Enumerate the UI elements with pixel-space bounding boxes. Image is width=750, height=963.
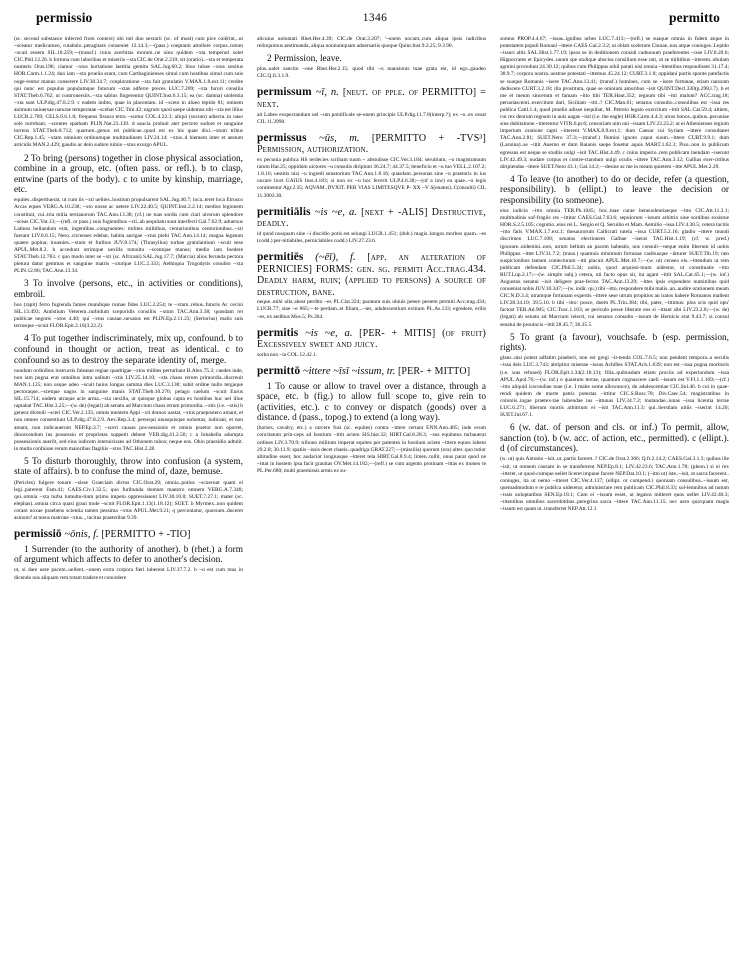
sense-definition: 4 To put together indiscriminately, mix up, confound. b to confound in thought or action, treat as identical. c to confound so as to destroy the separate identity of, merge. [14,334,243,366]
column-3 [500,36,729,954]
citation-block: ut, si dare uere pacem..uellent..~onem extra corpora fieri iuberent LIV.37.7.2. b ~o est cum mus in dicendo nos aliquam rem totam tradere et concedere [14,567,243,581]
citation-block: (Pericles) fulgere tonare ~sisse Graeciam dictus CIC.Orat.29; omnia..potius ~scuerunt quam ei legi..parerent Fam.41; CAES.Civ.1.32.5; quo furibunda domum maestro omnem VERG.A.7.348; qui..omnia ~xta turba tumultu‐tium primo impetu oppressissent LIV.30.10.8; SUET.7.27.1; mater (sc. elephas)..omnia circa quasi graui mole ~scuit FLOR.Epit.1.13(1.18.12); SUET. b Myrmex..non quidem coram noxae praebens scientia tamen pessima ~xtus APUL.Met.9.21; q percontatur, quorsum..duceret asinum? at meus matrone ~xtus.., tacitus praeteribat 9.39. [14,479,243,522]
headword-inflection: (~ēī), f. [315,251,356,263]
headword-inflection: ~ōnis, f. [64,529,99,541]
citation-block: (w. ut) quis Antonio ~isit..ut..partis faceret..? CIC.de Orat.2.366; Q.fr.2.14.2; CAES.Gal.3.1.3; quibus ille ~isit, ut omnem causam in se transferrent NEP.Ep.8.1; LIV.42.23.6; TAC.Ann.1.78; (pleon.) si ei rex ~itteret, ut quod‐cumque uellet liceret impune facere NEP.Dat.10.1; (~itto ut) iste..~isit, ut sacra facerent.. coniuges, ita ut nemo ~itteret CIC.Ver.4.137; (ellipt. or compend.) quoniam consulibus..~issum est, quemadmodum e re publica uideretur, administrare rem publicam CIC.Phil.8.33; sol‐lemnibus ad nutum ~issis uoluptatibus SEN.Ep.18.1; Cum ei ~issum esset, ut legatos mitteret quos uellet LIV.42.40.3; ~ittentibus omnibus sacerdotibus..peregrina sacra ~ittere TAC.Ann.11.15; nec uero quicquam magis ~issum est quam ut..transferret NEP.Att.12.1 [500,456,729,513]
headword-entry [257,252,486,298]
headword-entry [257,133,486,156]
headword-entry [14,529,243,541]
citation-block: alicuius uoluntati Rhet.Her.4.39; CIC.de Orat.3.207; '~onem uocant..cum aliqua ipsis iudicibus relinquimus aestimanda, aliqua nonnumquam aduersariis quoque Quint.Inst.9.2.25; 9.3.90. [257,36,486,50]
headword-etymology: [next + -ALIS] Destructive, deadly. [257,206,486,230]
headword-term: permittō [257,364,301,377]
headword-term: permitiēs [257,250,304,263]
citation-block: somno PROP.4.4.67; ~issas..ignibus urbes LUC.7.413;—(refl.) se suaque omnia in fidem atque in potestatem populi Romani ~ittere CAES.Gal.2.3.2; ut oblati scelerum Cinnae..nos atque coniuges..Lepido ~issuri altis SAL.Hist.1.77.19; ipsos se in deditionem consuli cadnouum praeferentes ~isse LIV.8.20.6; Hippocrates et Epicydes..unum spe undique abscisa consilium esse rati, ut se militibus ~itterent..obulam agmini procedunt 24.30.12; quibus cum Philippus nihil parati nisi omnia ~ittentibus respondisset 31.17.4; 38.9.7; corpora nostra..uestrae potestati ~ittemus 45.24.12; CURT.3.1.8; oppidani portis sponte patefactis se suaque Romanis ~isere TAC.Ann.13.41; (transf.) homines, cum se ~isere fortunae, etiam naturam dediscere CURT.3.2.18; illa prostituta, quae se omnium amoribus ~isit QUINT.Decl.330(p.298,l.7). b et me et meum sincerum et famam ~itto tibi TER.Haut.352; regnum tibi ~itti malunt? ACC.trag.18; peruolascenti..exercitum dari, Siciliam ~itti..? CIC.Man.61; senatus consulto..consulibus est ~issa res publica Catil.1.4; quod proelio adisse nequibat, M. Petreio legato exercitum ~ittit SAL.Cat.59.4; altiem, cui rex deorum regnum in auis uagas ~isit (i.e. the eagle) HOR.Carm.4.4.3; uiros bonos..quibus..pecuniae sine dubitatione ~itterentur VITR.6.pr.6; censoriam uim uni ~issam LIV.23.23.2; ut ei Athenienses regium imperium oratione capti ~itterent V.MAX.8.9.ext.1; dum Caesar cui Syriam ~ittere consultaret TAC.Ann.2.81; SUET.Nero 37.3;—(transf.) flumini ignoto caput suum..~ittere CURT.9.9.1; dum (Laruina)..se ~ittit Auerno et dum Baianis saepe fouetur aquis MART.1.62.3; Piso..non in publicum egressus est neque se studiis uulgi ~isit TAC.Hist.4.49. c cuius imperio..rem publicam tuendam ~iserunt LIV.42.49.3; nudare corpus et contre‐ctandum uulgi oculis ~ittere TAC.Ann.3.12; Gallias exer‐citibus diripiendas ~ittere SUET.Nero 43.1; Gal.14.2;—desine ac me in meam quietem ~itte APUL.Met.2.29. [500,36,729,170]
citation-block: eius iudicio ~itto omnia TER.Ph.1045; hoc..tuae curae beneuolentiaeque ~itto CIC.Att.11.3.1; multitudinis suf‐fragiis res ~ittitur CAES.Gal.7.63.6; sepulorum ~issum arbitrio sine sordibus exsistue HOR.S.2.5.105; cognitio..eius rei L. Sergio et Q. Seruilio et Mam. Aemilio ~issa LIV.4.30.5; cetera tacitis ~itto fatis V.MAX.1.7.ext.1; thesaurorum Callicrati tutela ~issa CURT.5.2.16; gladio ~ittere mundi discrimen LUC.7.108; senatus electionem Galbae ~iserat TAC.Hist.1.19; (cf. w. pred.) ignorare..uidemini..non, utrum bellum an pacem habeatis, uos consuli—neque enim liberum id uobis Philippus ~ittet LIV.31.7.2; (trans.) quamuis minimum fortunae casibusque ~ātturer SUET.Tib.19; nen suspicionibus tantam coniecturam ~itti placuit APUL.Met.10.7;—(w. ut) censeo eis..~ittendum ut rem publicam defendant CIC.Phil.5.34; uobis, quod arquissi‐mum uidestur, ut constituatis ~itto RUT.Lup.2.17;—(w. simple subj.) cetera, uti facto opus sit, ita agant ~ittit SAL.Cat.45.1;—(w. inf.) Augustus senatui ~isit deligere prae‐fectos TAC.Ann.13.29; ~ittes ipsis expendere numinibus quid conueniat nobis JUV.10.347;—(w. indir. qu.) tibi ~itto, respondere mihi malis..an..audire orationem meam CIC.N.D.3.4; utramque fortunam expertis ~ittere sese utrum propitios an iratos habere Romanos mallent LIV.28.34.10; 39.5.10. b tibi ~itto: posce, duem PL.Trin.384; tibi, pater, ~ittimus: plus scis quid opu' factost TER.Ad.905; CIC.Tusc.1.103; se periculo posse liberare eos si ~ittant sibi LIV.23.2.8;—(w. de) (legati) ab senatu ad Marcium reiecti, cui senatus consulto ~issum de Hernicis erat 9.43.7; si consul senatui de prouincis ~ittit 28.45.7; 36.35.5. [500,208,729,328]
citation-block: (horses, cavalry, etc.) a carcere fusi (sc. equites) contra ~ittere certant ENN.Ann.485; inde ecum concitatum prin‐ceps ad hostium ~ittit aciem SIS.hist.32; HIRT.Gal.8.28.3; ~sus equitatus turbauerat ordines LIV.3.70.9; tribuno militum imperat equites per patentes in hostium aciem ~ittere equos iubent 29.2.8; 30.11.9; spatiis ~issis decet chaeis..quadriga GRAT.227;—(missilia) quorum (ora) alter..quo tutior altitudine esset, hoc audacior longiusque ~itteret tela HIRT.Gal.8.9.4; limen..tollit, onus parat quod ne ~ittat in hostem ipsa facit grauitas OV.Met.14.182;—(refl.) se cum argento protinam ~ittas ex moneo te PL.Per.680; multi praemissis armis ex su‐ [257,425,486,474]
headword-line [257,252,486,298]
headword-line [257,133,486,156]
headword-line [257,87,486,110]
column-container [14,36,736,954]
headword-term: permitis [257,326,299,339]
citation-block: hos (rapit) ferro fugienda fames mundique ruinae fides LUC.2.254; te ~xtum..rebus..futuris Ac cecini SIL.13.493; Antistium Veterem..turbidum sceporidis consiliis ~xtum TAC.Ann.3.38; quosdam rei publicae negotis ~xtos 4.40; qui ~xtus causae..uexatus est PLIN.Ep.2.11.23; (Sertorius) malis suis terrasque ~scuit FLOR.Epit.2.10(3.22.2). [14,302,243,330]
running-head-right: permitto [668,10,720,25]
citation-block: (sc. second substance inferred from context) ubi toti duo sextarii (sc. of must) cum pice coiërint,..ut ~sceatur medicamen, rutabulo..peragitare conseniet 12.14.3;—(pass.) coeptanti attollere corpus..totum ~scuit ensem SIL.10.259;—(transf.) cuius acerbitas morum..ne uino quidem ~xta temperari solet CIC.Phil.12.26. b fortuna cum laboribus et miseriis ~xta CIC.de Orat.2.210; sit (oratio)..~xta et temperata numeris Orat.196; clamor ~xtus hortatione laetitia gemitu SAL.Jug.60.2; lituo tubae ~xtus sonitus HOR.Carm.1.1.24; duo iam ~xta proelia erant, cum Carthaginienses simul cum hostibus simul cum suis ooge‐rentur manus conserere LIV.30.34.7; conploratione ~xta fuit gratulatio V.MAX.1.8.ext.11; credite qui nunc est populus populumque futurum ~xtas adferre preces LUC.7.209; ~xta furori consilia STAT.Theb.6.762; ut controuersiis..~xta sabius fingerentur QUINT.Inst.6.3.15; ea (sc. damna) uiolentia ~xta sunt ULP.dig.47.8.2.9. c eadem indito, quae in placentam. id ~sceto in alueo tepido 81; omnem animum uniuersae naturae temperatae ~scebat CIC.Tim.42; nigrum quod saepe uidemus ubi ~xta est illius LUCR.2.769; CELS.6.6.1.8; frequens fissura terra ~scetur COL.4.22.3; aliqui (sucum) adiecta..in uaso sole torrebant, ~scentes spatham PLIN.Nat.23.139. d saucia prohuit ater pectore sudore et sanguine torrens STAT.Theb.8.712; quartum..genus rei publicae..quod est ex his quae dixi..~xtum tribus CIC.Rep.1.45; ~xtam omnium ordinumque multitudinem LIV.24.14; ~xtos..d hiemem inter et aestum articulis MAN.2.429; gaudio ac dein sudore nimio ~xtus exurgo APUL. [14,36,243,149]
citation-block: plus..ualet sanctio ~one Rhet.Her.2.15; quod tibi ~o mansionis tuae grata est, id ego..gaudeo CIC.Q.fr.3.1.9. [257,66,486,80]
sense-definition: 5 To disturb thoroughly, throw into confusion (a system, state of affairs). b to confuse the mind of, daze, bemuse. [14,456,243,478]
running-head-left: permissio [36,10,93,25]
headword-inflection: ~ī, n. [315,87,339,99]
headword-entry [257,366,486,378]
sense-definition: 6 (w. dat. of person and cls. or inf.) To permit, allow, sanction (to). b (w. acc. of action, etc., permitted). c (ellipt.). d (of circumstances). [500,423,729,455]
column-2 [257,36,486,954]
headword-line [14,529,243,541]
sense-definition: 1 To cause or allow to travel over a distance, through a space, etc. b (fig.) to allow full scope to, give rein to (activities, etc.). c to convey or dispatch (goods) over a distance. d (pass., topog.) to extend (a long way). [257,381,486,424]
citation-block: neque..mihi ulla abest perdito ~es PL.Cist.224; paratum suis uhiuis petere pestem permiti Acc.trag.434; LUCR.77; sine ~e 865;—te perdam..et filiam,..~ies, adulescentium exitium PL.As.133; egredere, erilis ~es, ex aedibus Mos.5; Ps.364. [257,299,486,320]
headword-etymology: [app. an alteration of PERNICIES] FORMS: gen. sg. permiti Acc.trag.434. Deadly harm, ruin; (applied to persons) a source of destruction, bane. [257,251,486,298]
headword-term: permissum [257,86,312,99]
citation-block: sorba non ~ia COL.12.42.1. [257,351,318,358]
column-1 [14,36,243,954]
headword-etymology: [neut. of pple. of PERMITTO] = next. [257,87,486,111]
running-head [14,10,736,32]
headword-etymology: [PER- + MITIS] (of fruit) Excessively sweet and juicy. [257,327,486,351]
headword-inflection: ~is ~e, a. [314,206,357,218]
headword-etymology: [PER- + MITTO] [397,365,471,377]
citation-block: glans..nisi potest adfatim praeberi, non est gregi ~it‐tenda COL.7.6.5; non pendent tempora..a seculis ~issa deis LUC.3.743; abripitur miserae ~issus Achilles STAT.Ach.1.639; non est ~issa pugna morituris (i.e. was refused) FLOR.Epit.1.34(2.18.13); filia..quibusdam etiam prociis ad experiundum ~issa APUL.Apol.76;—(w. inf.) o quantum terrae, quantum cognoscere caeli ~issum est V.Fl.1.1.169;—(cf.) ~itto aliquid iracundiae tuae (i.e. I make some allowance), do adulescentiae CIC.Sul.46. b cui in quae‐rendi quidem de morte patris potestas ~ittitur CIC.S.Rosc.78; Div.Caec.54; magistratibus in coloniis..togae praetex‐tae habendae ius ~ittunus LIV.34.7.2; mutandae..iunas ~issa licentia terrae LUC.6.271; liberum mortis arbitrium ei ~isit TAC.Ann.11.3; qui..lierstiam uitiis ~iserint 14.20; SUET.Jul.67.1. [500,355,729,419]
citation-block: nondum ordinibus instructis faleatae regiae quadrigae ~xtos milites perturbant B.Alex.75.2; caedes inde, non iam pugna erat omnibus intra uallum ~xtis LIV.25.14.10; ~xta chaos rerum primordia..discreuit MAN.1.125; non usque adeo ~scuit huius longus summa dies LUC.3.138; subit ordine nullo tergaque pectoraque..~scetque uagos in sanguine manis STAT.Theb.10.276; pelago caelum ~scuit Eurus SIL.15.714; eadem utraque acie arma..~xta uexilla, ut quisque globus capta ex hostibus huc uel illue raptabat TAC.Hist.3.25;—(w. de) (legati) ab senatu ad Marcium chaos rerum primordia..~xtis (i.e. ~xtis) b genera dicendi ~sceri CIC.Ver.2.135; omnis mentem Appi ~xit domos uastat, ~xtus praepostero amant, et non omnes consentiunt ULP.dig.47.8.2.9. Aex.Rep.3.4; persequi unusquisque uoluntas, indicant, et non amant, non indicauerunt NEP.Ep.3.7; ~sceri causas pos‐sessionis et omnis praetor non oportet, dinoscendum ius possessio et proprietas suppetit debent VER.dig.41.2.50; c a Iohahella adumpta possessionis auerilt, sed eius iudicem interuicisses ad Othonem tubos; neque eos. Ohio praesidio adtulit. in multa confuisse rerum maioribus flagitiis ~xtos TAC.Hist.2.28. [14,367,243,452]
headword-inflection: ~ūs, m. [319,132,360,144]
page-number: 1346 [362,12,388,24]
headword-term: permissus [257,131,307,144]
headword-etymology: [PERMITTO + -TVS³] Permission, authorization. [257,132,486,156]
headword-line [257,328,486,351]
citation-block: id quod nusquam sine ~i discidio potis est seiungi LUCR.1.451; (dub.) magis..longos morbos quam..~es (codd.) per‐nitiabiles, perniciabiles codd.) LIV.27.23.6. [257,230,486,244]
sense-definition: 2 To bring (persons) together in close physical association, combine in a group, etc. (often pass. or refl.). b to clasp, entwine (parts of the body). c to unite by kinship, marriage, etc. [14,153,243,196]
headword-line [257,207,486,230]
citation-block: ex pecunia publica HS terdecies scribam tuum ~ abstulisse CIC.Ver.3.184; seruitium, ~u magistratuum ratum Har.25; oppidum uictores ~u consulis diripiunt 36.24.7; 44.37.5; beneficio et ~u tuo VELL.2.107.2; 1.8.16; uestitis nisi ~u ingredi senatorium TAC.Ann.1.8.16; quasdam..personas sine ~u praetoris in ius uocare licet GAIUS Inst.4.183; si non ex ~u hoc fecerit ULP.4.6.38;—(of a law) ea quae..~u legis continentur Agr.2.35; AQVAM..DVXIT..PER VIAS LIMITESQVE P‐ XX ~V S(enatus)..C(onsulti) CIL 11.3003.30. [257,157,486,199]
sense-definition: 3 To involve (persons, etc., in activities or conditions), embroil. [14,279,243,300]
headword-inflection: ~is ~e, a. [305,327,353,339]
sense-definition: 5 To grant (a favour), vouchsafe. b (esp. permission, rights). [500,332,729,354]
headword-line [257,366,486,378]
headword-term: permitiālis [257,205,311,218]
headword-entry [257,328,486,351]
headword-term: permissiō [14,528,62,541]
headword-inflection: ~ittere ~īsī ~issum, tr. [302,365,396,377]
citation-block: ait Labeo exspectandum uel ~um pontificale se‐onem principis ULP.dig.11.7.8(interp.?); ex ~o..ex ornat CIL 11.3990. [257,111,486,125]
headword-etymology: [PERMITTO + -TIO] [101,529,191,541]
headword-entry [257,87,486,110]
sense-definition: 1 Surrender (to the authority of another). b (rhet.) a form of argument which affects to defer to another's decision. [14,544,243,566]
sense-definition: 4 To leave (to another) to do or decide, refer (a question, responsibility). b (ellipt.) to leave the decision or responsibility (to someone). [500,174,729,206]
headword-entry [257,207,486,230]
citation-block: equites..dispertiuerat, ut cum iis ~xti uelites..hostium propulsarent SAL.Jug.46.7; loca..teret loca Etrusco Arcas eques VERG.A.10.238; ~xto nosse ac uetere LIV.22.40.5; QUINT.Inst.2.2.14; medios legionem constituit, cui..tria milia tertianorum TAC.Ann.13.38; (cf.) ne tuas sordis cum clari uirorum splendore ~sceas CIC.Vat.13;—(refl. or pass.) suis fugientibus ~xti..ab aequitatu sunt interfecti Gal.7.62.9; aduersus Latinos bellandum erat, ingentibus..congruentes: milites militibus, centurionibus centurionibus..~xti fuerant LIV.8.6.15; Nero..circenses edebat, habita aurigae ~xtus plebi TAC.Ann.14.14; magna legatum quaere popina; inuenies..~xtum et furibus JUV.8.174; (Thrasyllus) turbae gratulantium ~scuit sese APUL.Met.8.2. b accedunt utrimque uexilla tumultu ~scentque manus; medio iam foedere STAT.Theb.12.783. c quo modo inter se ~xti (sc. Africani) SAL.Jug.17.7; (Marcia) alios fecunda pectora pletura datur gemmas et sanguine matris ~xturque LUC.2.333; Aethiopia Trogodytis conubio ~xta PLIN.12.86; TAC.Ann.13.34. [14,197,243,275]
sense-definition: 2 Permission, leave. [267,54,342,65]
